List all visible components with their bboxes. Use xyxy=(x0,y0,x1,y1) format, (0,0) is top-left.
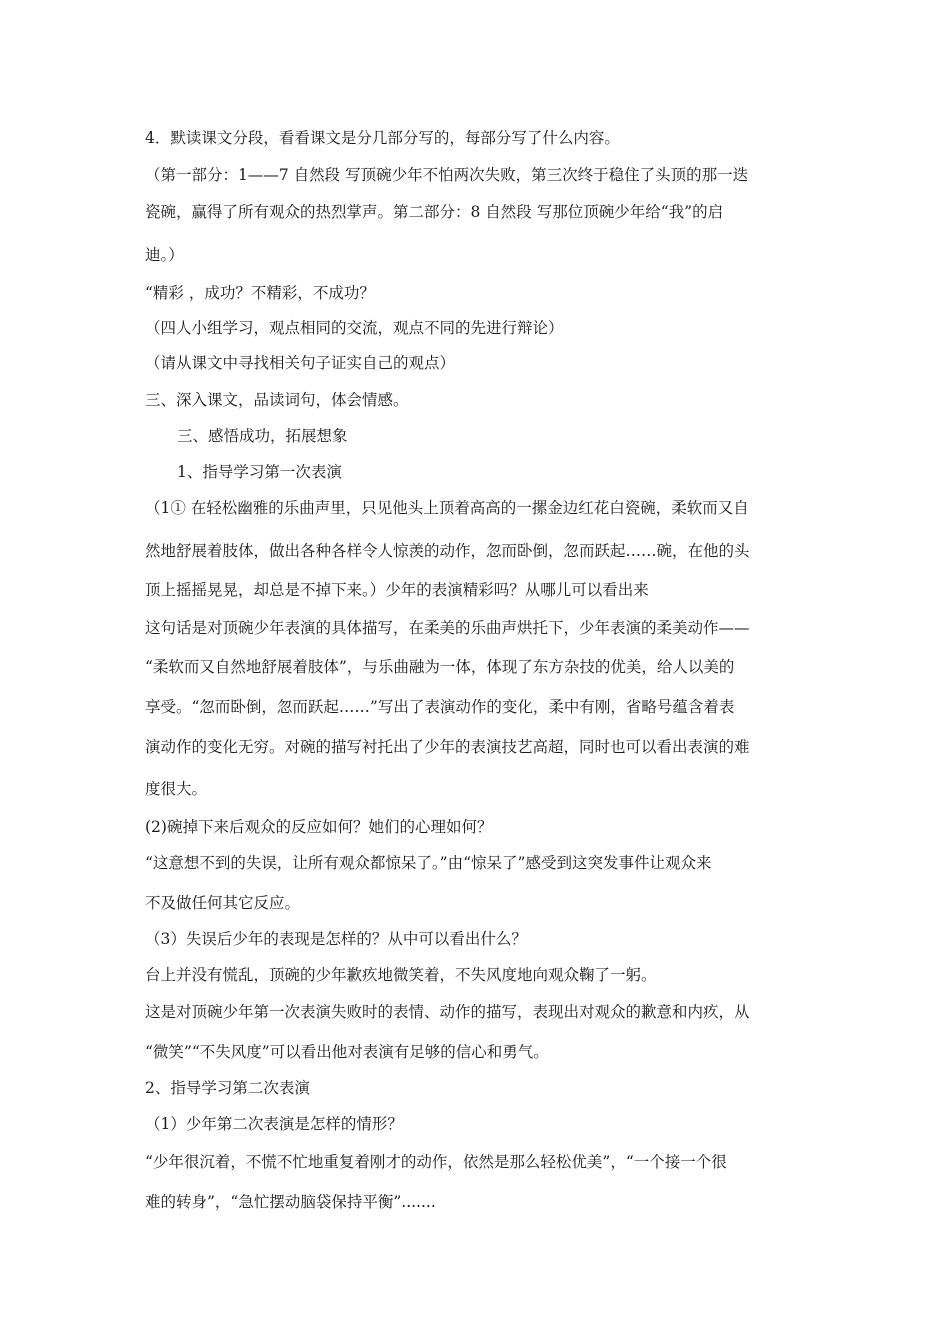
text-line: “这意想不到的失误，让所有观众都惊呆了。”由“惊呆了”感受到这突发事件让观众来 xyxy=(145,854,712,872)
text-line: “微笑”“不失风度”可以看出他对表演有足够的信心和勇气。 xyxy=(145,1043,549,1061)
text-line: 迪。） xyxy=(145,246,184,264)
text-line: 顶上摇摇晃晃，却总是不掉下来。）少年的表演精彩吗？从哪儿可以看出来 xyxy=(145,581,649,599)
text-line: 不及做任何其它反应。 xyxy=(145,894,301,912)
text-line: 难的转身”，“急忙摆动脑袋保持平衡”....... xyxy=(145,1193,436,1211)
text-line: （1① 在轻松幽雅的乐曲声里，只见他头上顶着高高的一摞金边红花白瓷碗，柔软而又自 xyxy=(145,499,749,517)
text-line: 4．默读课文分段，看看课文是分几部分写的，每部分写了什么内容。 xyxy=(145,129,620,147)
text-line: 度很大。 xyxy=(145,780,208,798)
text-line: （3）失误后少年的表现是怎样的？从中可以看出什么？ xyxy=(145,930,527,948)
section-heading: 三、感悟成功，拓展想象 xyxy=(177,427,348,445)
text-line: （第一部分：1——7 自然段 写顶碗少年不怕两次失败，第三次终于稳住了头顶的那一迭 xyxy=(145,166,749,184)
text-line: 这是对顶碗少年第一次表演失败时的表情、动作的描写，表现出对观众的歉意和内疚，从 xyxy=(145,1003,750,1021)
text-line: “精彩 ，成功？不精彩，不成功？ xyxy=(145,284,375,302)
text-line: 台上并没有慌乱，顶碗的少年歉疚地微笑着，不失风度地向观众鞠了一躬。 xyxy=(145,966,657,984)
text-line: 演动作的变化无穷。对碗的描写衬托出了少年的表演技艺高超，同时也可以看出表演的难 xyxy=(145,738,750,756)
subsection-heading: 2、指导学习第二次表演 xyxy=(145,1079,310,1097)
text-line: 瓷碗，赢得了所有观众的热烈掌声。第二部分：8 自然段 写那位顶碗少年给“我”的启 xyxy=(145,203,724,221)
text-line: “少年很沉着，不慌不忙地重复着刚才的动作，依然是那么轻松优美”，“一个接一个很 xyxy=(145,1153,727,1171)
text-line: 这句话是对顶碗少年表演的具体描写，在柔美的乐曲声烘托下，少年表演的柔美动作—— xyxy=(145,619,750,637)
text-line: (2)碗掉下来后观众的反应如何？她们的心理如何？ xyxy=(145,818,493,836)
section-heading: 三、深入课文，品读词句，体会情感。 xyxy=(145,391,409,409)
text-line: （1）少年第二次表演是怎样的情形？ xyxy=(145,1115,403,1133)
subsection-heading: 1、指导学习第一次表演 xyxy=(177,463,342,481)
text-line: 享受。“忽而卧倒，忽而跃起……”写出了表演动作的变化，柔中有刚，省略号蕴含着表 xyxy=(145,698,735,716)
text-line: 然地舒展着肢体，做出各种各样令人惊羡的动作，忽而卧倒，忽而跃起……碗，在他的头 xyxy=(145,542,750,560)
text-line: （四人小组学习，观点相同的交流，观点不同的先进行辩论） xyxy=(145,319,564,337)
text-line: “柔软而又自然地舒展着肢体”，与乐曲融为一体，体现了东方杂技的优美，给人以美的 xyxy=(145,658,735,676)
text-line: （请从课文中寻找相关句子证实自己的观点） xyxy=(145,354,456,372)
